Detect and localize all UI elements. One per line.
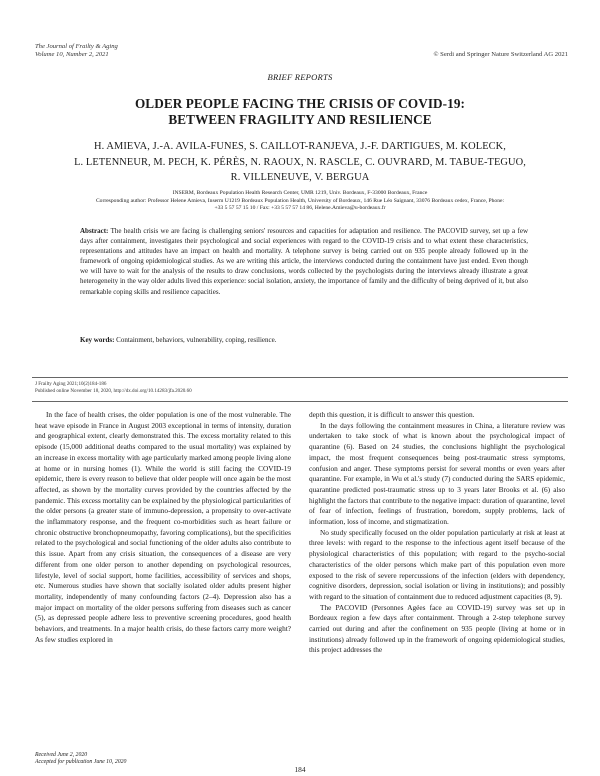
affiliation-line-2: Corresponding author: Professor Helene Amieva, Inserm U1219 Bordeaux Population Health, University of Bordeaux, 146 Rue Léo Saignant, 33076 Bordeaux cedex, France, Phone: <box>95 197 505 204</box>
keywords-text: Containment, behaviors, vulnerability, coping, resilience. <box>116 336 277 344</box>
accepted-date: Accepted for publication June 10, 2020 <box>35 759 127 766</box>
citation-block <box>35 381 435 395</box>
journal-header <box>35 43 118 59</box>
abstract <box>80 226 528 297</box>
title-line-2: BETWEEN FRAGILITY AND RESILIENCE <box>168 112 432 127</box>
affiliation <box>40 190 560 213</box>
divider-top <box>32 377 568 378</box>
section-label: BRIEF REPORTS <box>267 72 333 82</box>
body-column-right <box>309 410 565 656</box>
copyright-notice: © Serdi and Springer Nature Switzerland AG 2021 <box>433 51 568 58</box>
received-date: Received June 2, 2020 <box>35 752 88 758</box>
title-line-1: OLDER PEOPLE FACING THE CRISIS OF COVID-19: <box>134 96 466 111</box>
citation-line-2: Published online November 18, 2020, http://dx.doi.org/10.14283/jfa.2020.60 <box>35 387 192 394</box>
body-paragraph: No study specifically focused on the older population particularly at risk at least at three levels: with regard to the response to the infectious agent itself because of the physiological characteristics of this population; with regard to the psycho-social characteristics of the older persons which make part of this population even more exposed to the risk of severe repercussions of the infection (elders with dependency, cognitive disorders, depression, social isolation or living in institutions); and possibly with regard to the situation of containment due to reduced adjustment capacities (8, 9). <box>309 527 565 601</box>
abstract-label: Abstract: <box>80 227 109 235</box>
article-title <box>40 96 560 128</box>
authors-line-2: L. LETENNEUR, M. PECH, K. PÉRÈS, N. RAOUX, N. RASCLE, C. OUVRARD, M. TABUE-TEGUO, <box>74 156 526 168</box>
author-list <box>30 139 570 186</box>
divider-bottom <box>32 401 568 402</box>
body-paragraph: In the face of health crises, the older population is one of the most vulnerable. The heat wave episode in France in August 2003 exceptional in terms of intensity, duration and geographical extent, clearly demonstrated this. The excess mortality related to this episode (15,000 additional deaths compared to the usual mortality) was explained by an increase in excess mortality with age particularly marked among people living alone at home or in nursing homes (1). While the world is still facing the COVID-19 epidemic, there is every reason to believe that older people will once again be the most affected, as shown by the mortality curves provided by the countries affected by the pandemic. This excess mortality can be explained by the physiological particularities of the older persons (a greater state of immuno-depression, a propensity to over-activate the inflammatory response, and the frequent co-morbidities such as heart failure or chronic obstructive bronchopneumopathy, favoring complications), but the specificities related to the psychological and social functioning of the older adults also contribute to this issue. Apart from any crisis situation, the consequences of a disease are very different from one older person to another depending on psychological resources, lifestyle, level of social support, home facilities, accessibility of services and shops, etc. Numerous studies have shown that socially isolated older adults present higher mortality, independently of many confounding factors (2–4). Depression also has a major impact on mortality of the older persons suffering from diseases such as cancer (5), as depressed people adhere less to preventive screening procedures, good health behaviors, and treatments. In a major health crisis, do these factors carry more weight? As few studies explored in <box>35 410 291 644</box>
keywords <box>80 335 528 345</box>
journal-name: The Journal of Frailty & Aging <box>35 43 118 50</box>
authors-line-3: R. VILLENEUVE, V. BERGUA <box>230 172 370 183</box>
affiliation-line-3: +33 5 57 57 15 10 / Fax: +33 5 57 57 14 86, Helene.Amieva@u-bordeaux.fr <box>214 205 386 212</box>
page-number: 184 <box>294 765 306 774</box>
affiliation-line-1: INSERM, Bordeaux Population Health Research Center, UMR 1219, Univ. Bordeaux, F-33000 Bordeaux, France <box>172 190 428 196</box>
journal-volume: Volume 10, Number 2, 2021 <box>35 51 109 58</box>
citation-line-1: J Frailty Aging 2021;10(2)184-186 <box>35 381 107 387</box>
body-paragraph: In the days following the containment measures in China, a literature review was undertaken to take stock of what is known about the psychological impact of quarantine (6). Based on 24 studies, the conclusions highlight the psychological impact, the most frequent consequences being post-traumatic stress symptoms, confusion and anger. These symptoms persist for several months or even years after quarantine. For example, in Wu et al.'s study (7) conducted during the SARS epidemic, quarantine predicted post-traumatic stress up to 3 years later Brooks et al. (6) also highlight the factors that contribute to the negative impact: duration of quarantine, level of fear of infection, feelings of frustration, boredom, supply problems, lack of information, loss of income, and stigmatization. <box>309 420 565 527</box>
body-paragraph: The PACOVID (Personnes Agées face au COVID-19) survey was set up in Bordeaux region a few days after containment. Through a 2-step telephone survey carried out during and after the confinement on 935 people (living at home or in institutions) already followed up in the framework of ongoing epidemiological studies, this project addresses the <box>309 602 565 655</box>
body-column-left <box>35 410 291 645</box>
abstract-text: The health crisis we are facing is challenging seniors' resources and capacities for adaptation and resilience. The PACOVID survey, set up a few days after containment, investigates their psychological and social experiences with regard to the COVID-19 crisis and to what extent these characteristics, representations and attitudes have an impact on health and mortality. A telephone survey is being carried out on 935 people already followed up in the framework of ongoing epidemiological studies. As we are writing this article, the interviews conducted during the containment have just ended. Even though we will have to wait for the analysis of the results to draw conclusions, words collected by the psychologists during the interviews already illustrate a great heterogeneity in the way older adults lived this experience: social isolation, anxiety, the importance of family and the difficulty of being deprived of it, but also remarkable coping skills and resilience capacities. <box>80 227 529 296</box>
authors-line-1: H. AMIEVA, J.-A. AVILA-FUNES, S. CAILLOT-RANJEVA, J.-F. DARTIGUES, M. KOLECK, <box>94 141 506 152</box>
keywords-label: Key words: <box>80 336 115 344</box>
body-paragraph: depth this question, it is difficult to answer this question. <box>309 410 475 419</box>
